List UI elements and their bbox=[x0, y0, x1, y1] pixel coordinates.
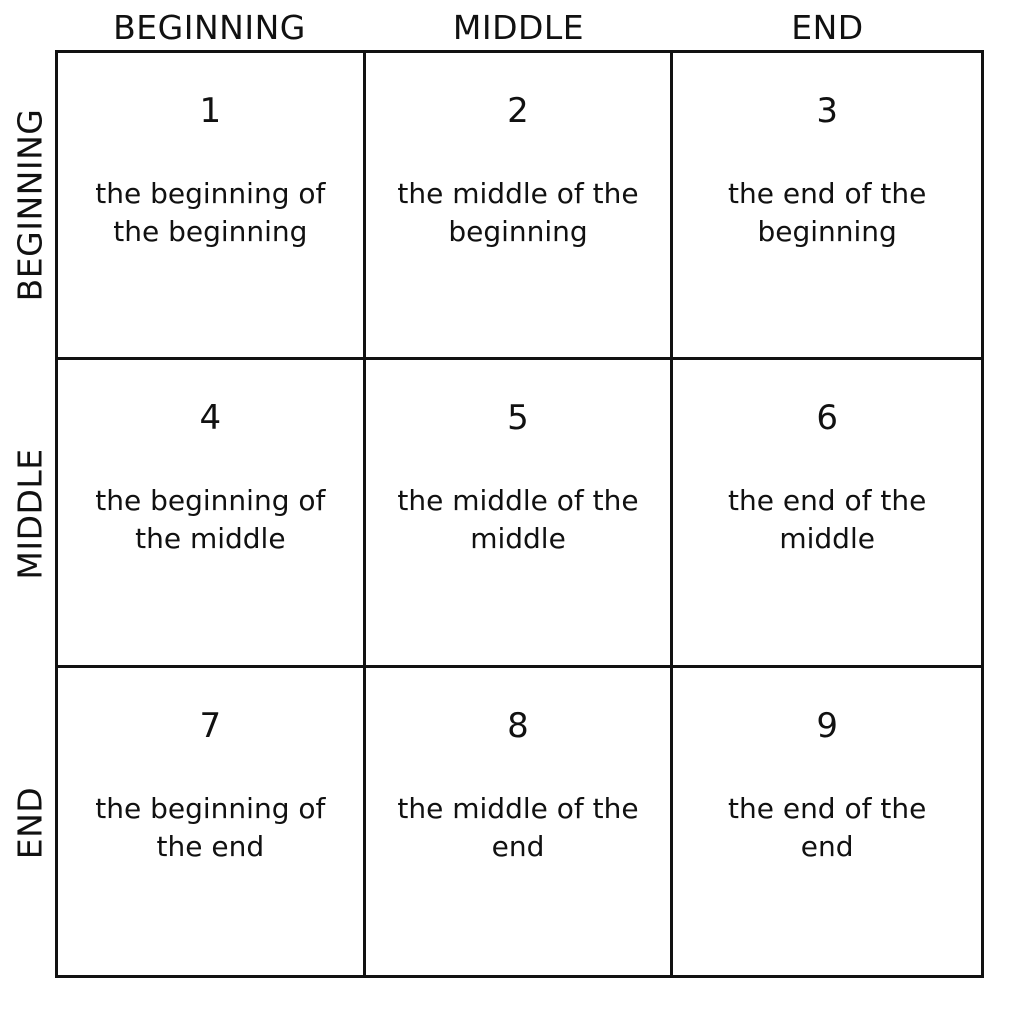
grid-cell bbox=[673, 53, 981, 360]
matrix-grid bbox=[55, 50, 984, 978]
column-header-end: END bbox=[791, 8, 864, 47]
cell-text-line: the middle of the bbox=[397, 484, 639, 518]
cell-text-line: the end of the bbox=[727, 791, 927, 825]
cell-text-line: beginning bbox=[448, 215, 588, 248]
cell-text-line: middle bbox=[779, 522, 875, 556]
cell-number: 4 bbox=[199, 398, 222, 439]
cell-text-line: beginning bbox=[757, 215, 897, 248]
grid-cell bbox=[366, 668, 674, 975]
cell-text-line: middle bbox=[470, 522, 566, 556]
cell-text bbox=[386, 482, 651, 558]
cell-text-line: the beginning bbox=[113, 215, 308, 248]
cell-number: 1 bbox=[199, 91, 222, 131]
cell-text-line: the middle of the bbox=[397, 791, 639, 825]
column-header-beginning: BEGINNING bbox=[113, 8, 306, 47]
cell-text-line: the middle bbox=[135, 522, 286, 556]
cell-text bbox=[693, 175, 961, 251]
cell-number: 2 bbox=[507, 91, 529, 131]
cell-text-line: the end of the bbox=[727, 177, 927, 210]
grid-cell bbox=[58, 668, 366, 975]
cell-text bbox=[386, 790, 651, 866]
cell-text bbox=[78, 482, 343, 558]
cell-number: 3 bbox=[816, 91, 838, 131]
column-header-middle: MIDDLE bbox=[452, 8, 585, 47]
cell-text bbox=[693, 790, 961, 866]
cell-text bbox=[78, 175, 343, 251]
grid-cell bbox=[58, 360, 366, 667]
cell-text-line: end bbox=[800, 829, 854, 863]
cell-number: 5 bbox=[507, 398, 529, 439]
grid-cell bbox=[366, 53, 674, 360]
cell-text bbox=[386, 175, 651, 251]
grid-cell bbox=[366, 360, 674, 667]
cell-number: 8 bbox=[507, 705, 529, 746]
cell-text bbox=[78, 790, 343, 866]
cell-number: 9 bbox=[816, 705, 838, 746]
cell-text-line: the beginning of bbox=[95, 177, 326, 210]
grid-cell bbox=[58, 53, 366, 360]
cell-number: 6 bbox=[816, 398, 838, 439]
row-header-beginning-label: BEGINNING bbox=[10, 108, 50, 301]
cell-text-line: end bbox=[491, 829, 545, 863]
cell-text-line: the beginning of bbox=[95, 484, 326, 518]
cell-text-line: the middle of the bbox=[397, 177, 639, 210]
cell-text-line: the end bbox=[156, 829, 265, 863]
row-header-middle-label: MIDDLE bbox=[10, 447, 50, 580]
cell-text-line: the end of the bbox=[727, 484, 927, 518]
grid-cell bbox=[673, 668, 981, 975]
cell-text-line: the beginning of bbox=[95, 791, 326, 825]
grid-cell bbox=[673, 360, 981, 667]
cell-text bbox=[693, 482, 961, 558]
cell-number: 7 bbox=[199, 705, 222, 746]
row-header-end-label: END bbox=[10, 786, 50, 859]
